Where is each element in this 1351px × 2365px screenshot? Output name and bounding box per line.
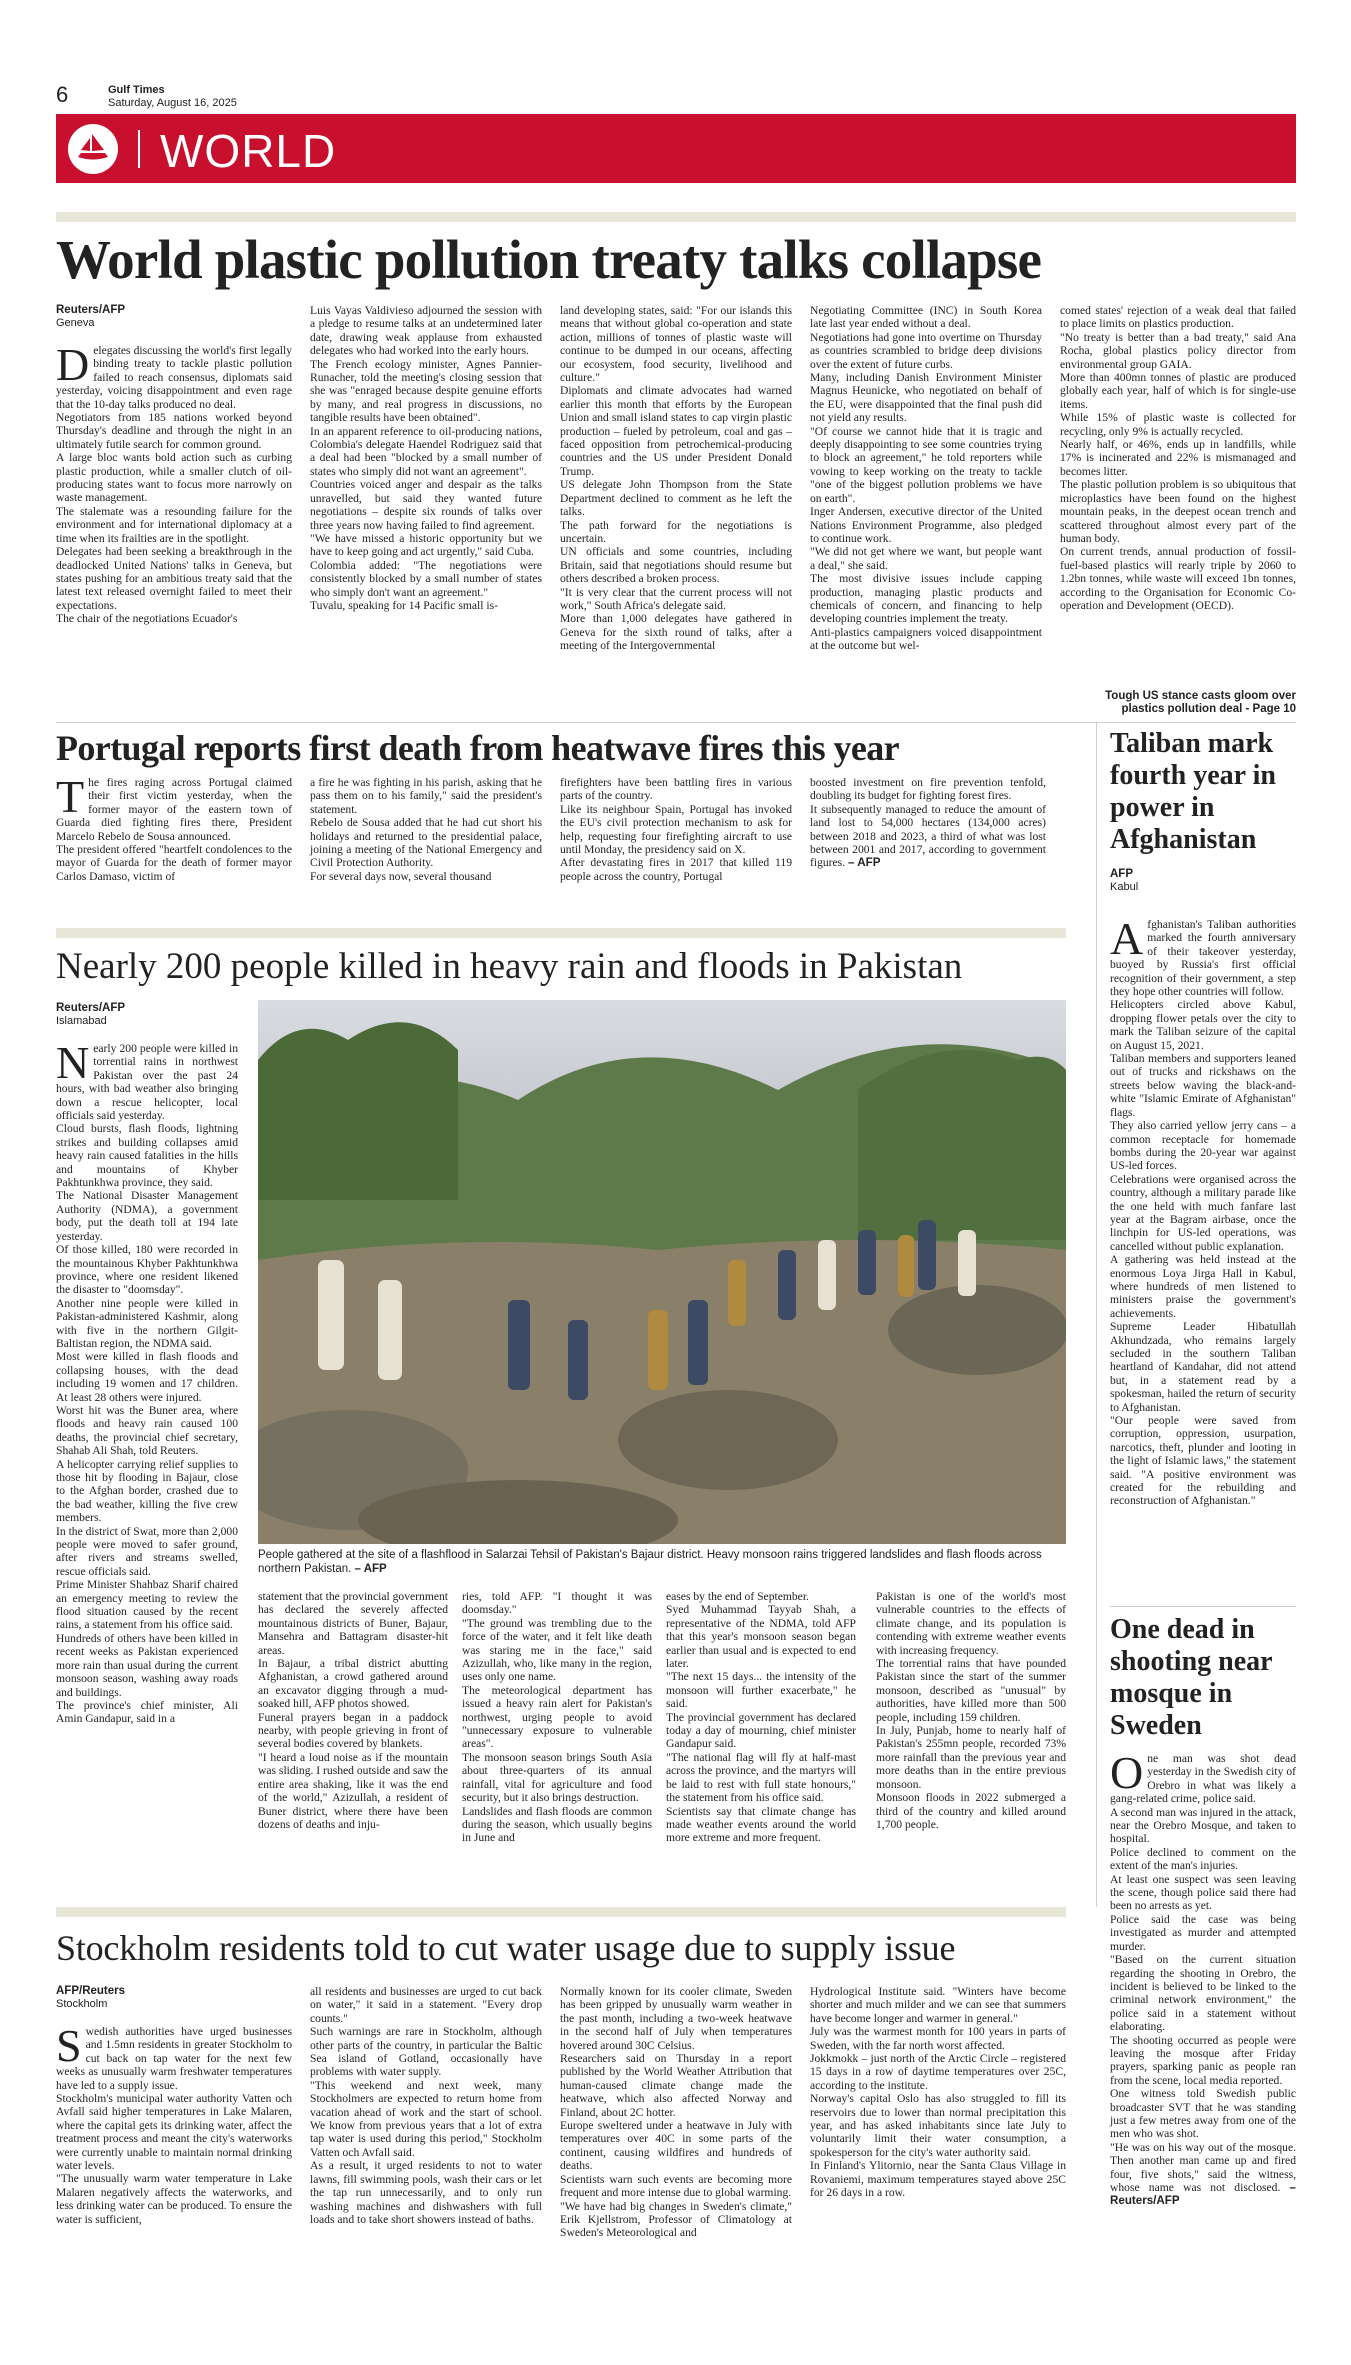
story2-text-3: firefighters have been battling fires in various parts of the country. Like its neighbour Spain, Portugal has invoked the EU's civil protection mechanism to ask for help, requesting four firefighting aircraft to use until Monday, the presidency said on X. After devastating fires in 2017 that killed 119 people across the country, Portugal xyxy=(560,776,792,883)
story3-dateline: Islamabad xyxy=(56,1015,107,1027)
story3-text-3: ries, told AFP. "I thought it was doomsday." "The ground was trembling due to the force of the water, and it felt like death was staring me in the face," said Azizullah, who, like many in the region, uses only one name. The meteorological department has issued a heavy rain alert for Pakistan's northwest, urging people to avoid "unnecessary exposure to vulnerable areas". The monsoon season brings South Asia about three-quarters of its annual rainfall, vital for agriculture and food security, but it also brings destruction. Landslides and flash floods are common during the season, which usually begins in June and xyxy=(462,1590,652,1845)
issue-date: Saturday, August 16, 2025 xyxy=(108,97,237,109)
sidebar1-dateline: Kabul xyxy=(1110,881,1139,893)
story4-byline: AFP/Reuters xyxy=(56,1985,126,1997)
flood-photo xyxy=(258,1000,1066,1544)
story2-text-4: boosted investment on fire prevention tenfold, doubling its budget for fighting forest fires. It subsequently managed to reduce the amount of land lost to 54,000 hectares (134,000 acres) between 2018 and 2023, a third of what was lost between 2001 and 2017, according to government figures. – AFP xyxy=(810,776,1046,870)
sidebar2-headline: One dead in shooting near mosque in Sweden xyxy=(1110,1614,1273,1741)
story1-text-2: Luis Vayas Valdivieso adjourned the session with a pledge to resume talks at an undetermined later date, drawing weak applause from exhausted delegates who had worked into the early hours. The French ecology minister, Agnes Pannier-Runacher, told the meeting's closing session that she was "enraged because despite genuine efforts by many, and real progress in discussions, no tangible results have been obtained". In an apparent reference to oil-producing nations, Colombia's delegate Haendel Rodriguez said that a deal had been "blocked by a small number of states who simply did not want an agreement". Countries voiced anger and despair as the talks unravelled, but said they wanted future negotiations – despite six rounds of talks over three years now having failed to find agreement. "We have missed a historic opportunity but we have to keep going and act urgently," said Cuba. Colombia added: "The negotiations were consistently blocked by a small number of states who simply don't want an agreement." Tuvalu, speaking for 14 Pacific small is- xyxy=(310,304,542,612)
story4-dateline: Stockholm xyxy=(56,1998,108,2010)
story3-col-1 xyxy=(56,1002,238,1726)
section-banner xyxy=(56,114,1296,183)
story4-rule xyxy=(56,1907,1066,1917)
sidebar1-byline: AFP xyxy=(1110,868,1133,880)
photo-caption: People gathered at the site of a flashflood in Salarzai Tehsil of Pakistan's Bajaur district. Heavy monsoon rains triggered landslides and flash floods across northern Pakistan. – AFP xyxy=(258,1549,1042,1575)
story4-text-1: Swedish authorities have urged businesses and 1.5mn residents in greater Stockholm to cut back on tap water for the next few weeks as unusually warm freshwater temperatures have led to a supply issue. Stockholm's municipal water authority Vatten och Avfall said higher temperatures in Lake Malaren, where the capital gets its drinking water, affect the treatment process and meant the city's waterworks were currently unable to maintain normal drinking water levels. "The unusually warm water temperature in Lake Malaren negatively affects the waterworks, and less drinking water can be produced. To ensure the water is sufficient, xyxy=(56,2020,292,2226)
section-rule xyxy=(56,212,1296,222)
story4-text-4: Hydrological Institute said. "Winters have become shorter and much milder and we can see that summers have become longer and warmer in general." July was the warmest month for 100 years in parts of Sweden, with the far north worst affected. Jokkmokk – just north of the Arctic Circle – registered 15 days in a row of daytime temperatures over 25C, according to the institute. Norway's capital Oslo has also struggled to fill its reservoirs due to lower than normal precipitation this year, and has asked inhabitants since late July to voluntarily limit their water consumption, a spokesperson for the city's water authority said. In Finland's Ylitornio, near the Santa Claus Village in Rovaniemi, maximum temperatures stayed above 25C for 26 days in a row. xyxy=(810,1985,1066,2200)
story1-text-5: comed states' rejection of a weak deal that failed to place limits on plastics production. "No treaty is better than a bad treaty," said Ana Rocha, global plastics policy director from environmental group GAIA. More than 400mn tonnes of plastic are produced globally each year, half of which is for single-use items. While 15% of plastic waste is collected for recycling, only 9% is actually recycled. Nearly half, or 46%, ends up in landfills, while 17% is incinerated and 22% is mismanaged and becomes litter. The plastic pollution problem is so ubiquitous that microplastics have been found on the highest mountain peaks, in the deepest ocean trench and scattered throughout almost every part of the human body. On current trends, annual production of fossil-fuel-based plastics will rearly triple by 2060 to 1.2bn tonnes, while waste will exceed 1bn tonnes, according to the Organisation for Economic Co-operation and Development (OECD). xyxy=(1060,304,1296,612)
story3-text-5: Pakistan is one of the world's most vulnerable countries to the effects of climate change, and its population is contending with extreme weather events with increasing frequency. The torrential rains that have pounded Pakistan since the start of the summer monsoon, described as "unusual" by authorities, have killed more than 500 people, including 159 children. In July, Punjab, home to nearly half of Pakistan's 255mn people, recorded 73% more rainfall than the previous year and more deaths than in the entire previous monsoon. Monsoon floods in 2022 submerged a third of the country and killed around 1,700 people. xyxy=(876,1590,1066,1831)
story2-text-1: The fires raging across Portugal claimed their first victim yesterday, when the former mayor of the eastern town of Guarda died fighting fires there, President Marcelo Rebelo de Sousa announced. The president offered "heartfelt condolences to the mayor of Guarda for the death of former mayor Carlos Damaso, victim of xyxy=(56,771,292,883)
story1-col-1 xyxy=(56,304,292,626)
sidebar2-text: One man was shot dead yesterday in the Swedish city of Orebro in what was likely a gang-related crime, police said. A second man was injured in the attack, near the Orebro Mosque, and taken to hospital. Police declined to comment on the extent of the man's injuries. At least one suspect was seen leaving the scene, though police said there had been no arrests as yet. Police said the case was being investigated as murder and attempted murder. "Based on the current situation regarding the shooting in Orebro, the incident is believed to be linked to the criminal network environment," the police said in a statement without elaborating. The shooting occurred as people were leaving the mosque after Friday prayers, sparking panic as people ran from the scene, local media reported. One witness told Swedish public broadcaster SVT that he was standing just a few metres away from one of the men who was shot. "He was on his way out of the mosque. Then another man came up and fired four, five shots," said the witness, whose name was not disclosed. – Reuters/AFP xyxy=(1110,1747,1296,2208)
story4-col-1 xyxy=(56,1985,292,2226)
divider xyxy=(56,722,1296,723)
sidebar1-meta xyxy=(1110,868,1296,908)
story1-text-1: Delegates discussing the world's first legally binding treaty to tackle plastic pollution failed to reach consensus, diplomats said yesterday, voicing disappointment and even rage that the 10-day talks produced no deal. Negotiators from 185 nations worked beyond Thursday's deadline and through the night in an ultimately futile search for common ground. A large bloc wants bold action such as curbing plastic production, while a smaller clutch of oil-producing states want to focus more narrowly on waste management. The stalemate was a resounding failure for the environment and for international diplomacy at a time when its frailties are in the spotlight. Delegates had been seeking a breakthrough in the deadlocked United Nations' talks in Geneva, but states pushing for an ambitious treaty said that the latest text released overnight failed to meet their expectations. The chair of the negotiations Ecuador's xyxy=(56,339,292,626)
story1-text-3: land developing states, said: "For our islands this means that without global co-operation and state action, millions of tonnes of plastic waste will continue to be dumped in our oceans, affecting our ecosystem, food security, livelihood and culture." Diplomats and climate advocates had warned earlier this month that efforts by the European Union and small island states to cap virgin plastic production – fueled by petroleum, coal and gas – faced opposition from petrochemical-producing countries and the US under President Donald Trump. US delegate John Thompson from the State Department declined to comment as he left the talks. The path forward for the negotiations is uncertain. UN officials and some countries, including Britain, said that negotiations should resume but others described a broken process. "It is very clear that the current process will not work," South Africa's delegate said. More than 1,000 delegates have gathered in Geneva for the sixth round of talks, after a meeting of the Intergovernmental xyxy=(560,304,792,653)
story3-byline: Reuters/AFP xyxy=(56,1002,126,1014)
story1-page-teaser[interactable]: Tough US stance casts gloom over plastics pollution deal - Page 10 xyxy=(1105,690,1296,715)
sidebar1-headline: Taliban mark fourth year in power in Afghanistan xyxy=(1110,728,1276,855)
story4-text-3: Normally known for its cooler climate, Sweden has been gripped by unusually warm weather in the past month, including a two-week heatwave in the second half of July when temperatures hovered around 30C Celsius. Researchers said on Thursday in a report published by the World Weather Attribution that human-caused climate change made the heatwave, which also affected Norway and Finland, about 2C hotter. Europe sweltered under a heatwave in July with temperatures over 40C in some parts of the continent, causing wildfires and hundreds of deaths. Scientists warn such events are becoming more frequent and more intense due to global warming. "We have had big changes in Sweden's climate," Erik Kjellstrom, Professor of Climatology at Sweden's Meteorological and xyxy=(560,1985,792,2240)
story3-text-4: eases by the end of September. Syed Muhammad Tayyab Shah, a representative of the NDMA, told AFP that this year's monsoon season began earlier than usual and is expected to end later. "The next 15 days... the intensity of the monsoon will further exacerbate," he said. The provincial government has declared today a day of mourning, chief minister Gandapur said. "The national flag will fly at half-mast across the province, and the martyrs will be laid to rest with full state honours," the statement from his office said. Scientists say that climate change has made weather events around the world more extreme and more frequent. xyxy=(666,1590,856,1845)
story1-dateline: Geneva xyxy=(56,317,95,329)
story4-text-2: all residents and businesses are urged to cut back on water," it said in a statement. "Every drop counts." Such warnings are rare in Stockholm, although other parts of the country, in particular the Baltic Sea island of Gotland, occasionally have problems with water supply. "This weekend and next week, many Stockholmers are expected to return home from vacation ahead of work and the start of school. We know from previous years that a lot of extra tap water is used during this period," Stockholm Vatten och Avfall said. As a result, it urged residents to not to water lawns, fill swimming pools, wash their cars or let the tap run unnecessarily, and to only run washing machines and dishwashers with full loads and to take short showers instead of baths. xyxy=(310,1985,542,2226)
story3-text-1: Nearly 200 people were killed in torrential rains in northwest Pakistan over the past 24 hours, with bad weather also bringing down a rescue helicopter, local officials said yesterday. Cloud bursts, flash floods, lightning strikes and building collapses amid heavy rain caused fatalities in the hills and mountains of Khyber Pakhtunkhwa province, they said. The National Disaster Management Authority (NDMA), a government body, put the death toll at 194 late yesterday. Of those killed, 180 were recorded in the mountainous Khyber Pakhtunkhwa province, where one resident likened the disaster to "doomsday". Another nine people were killed in Pakistan-administered Kashmir, along with five in the northern Gilgit-Baltistan region, the NDMA said. Most were killed in flash floods and collapsing houses, with the dead including 19 women and 17 children. At least 28 others were injured. Worst hit was the Buner area, where floods and heavy rain caused 100 deaths, the provincial chief secretary, Shahab Ali Shah, told Reuters. A helicopter carrying relief supplies to those hit by flooding in Bajaur, close to the Afghan border, crashed due to the bad weather, killing the five crew members. In the district of Swat, more than 2,000 people were moved to safer ground, after rivers and streams swelled, rescue officials said. Prime Minister Shahbaz Sharif chaired an emergency meeting to review the flood situation caused by the recent rains, a statement from his office said. Hundreds of others have been killed in recent weeks as Pakistan experienced more rain than usual during the current monsoon season, washing away roads and buildings. The province's chief minister, Ali Amin Gandapur, said in a xyxy=(56,1037,238,1726)
page-number: 6 xyxy=(56,82,69,107)
story2-credit: – AFP xyxy=(848,856,881,870)
flood-scene-illustration xyxy=(258,1000,1066,1544)
dhow-boat-icon xyxy=(68,124,118,174)
gulf-times-logo xyxy=(68,124,118,174)
story3-headline: Nearly 200 people killed in heavy rain and floods in Pakistan xyxy=(56,946,963,987)
banner-divider xyxy=(138,130,140,168)
dropcap: D xyxy=(56,339,90,390)
sidebar-rule xyxy=(1096,722,1097,1907)
sidebar1-text: Afghanistan's Taliban authorities marked the fourth anniversary of their takeover yesterday, buoyed by Russia's first official recognition of their government, a step they hope other countries will follow. Helicopters circled above Kabul, dropping flower petals over the city to mark the Taliban seizure of the capital on August 15, 2021. Taliban members and supporters leaned out of trucks and rickshaws on the streets below waving the black-and-white "Islamic Emirate of Afghanistan" flags. They also carried yellow jerry cans – a common receptacle for homemade bombs during the 20-year war against US-led forces. Celebrations were organised across the country, although a military parade like the one held with much fanfare last year at the Bagram airbase, once the linchpin for US-led operations, was cancelled without public explanation. A gathering was held instead at the enormous Loya Jirga Hall in Kabul, where hundreds of men listened to ministers praise the government's achievements. Supreme Leader Hibatullah Akhundzada, who remains largely secluded in the southern Taliban heartland of Kandahar, did not attend but, in a statement read by a spokesman, hailed the return of security to Afghanistan. "Our people were saved from corruption, oppression, usurpation, narcotics, theft, plunder and looting in the light of Islamic laws," the statement said. "A positive environment was created for the rebuilding and reconstruction of Afghanistan." xyxy=(1110,913,1296,1508)
story1-byline: Reuters/AFP xyxy=(56,304,126,316)
story3-rule xyxy=(56,928,1066,938)
story3-text-2: statement that the provincial government has declared the severely affected mountainous districts of Buner, Bajaur, Mansehra and Battagram disaster-hit areas. In Bajaur, a tribal district abutting Afghanistan, a crowd gathered around an excavator digging through a mud-soaked hill, AFP photos showed. Funeral prayers began in a paddock nearby, with people grieving in front of several bodies covered by blankets. "I heard a loud noise as if the mountain was sliding. I rushed outside and saw the entire area shaking, like it was the end of the world," Azizullah, a resident of Buner district, where there have been dozens of deaths and inju- xyxy=(258,1590,448,1831)
story1-text-4: Negotiating Committee (INC) in South Korea late last year ended without a deal. Negotiations had gone into overtime on Thursday as countries scrambled to bridge deep divisions over the extent of future curbs. Many, including Danish Environment Minister Magnus Heunicke, who negotiated on behalf of the EU, were disappointed that the final push did not yield any results. "Of course we cannot hide that it is tragic and deeply disappointing to see some countries trying to block an agreement," he told reporters while vowing to keep working on the treaty to tackle "one of the biggest pollution problems we have on earth". Inger Andersen, executive director of the United Nations Environment Programme, also pledged to continue work. "We did not get where we want, but people want a deal," she said. The most divisive issues include capping production, managing plastic products and chemicals of concern, and financing to help developing countries implement the treaty. Anti-plastics campaigners voiced disappointment at the outcome but wel- xyxy=(810,304,1042,653)
story2-headline: Portugal reports first death from heatwave fires this year xyxy=(56,728,900,768)
section-title: WORLD xyxy=(160,125,337,177)
sidebar2-credit: – Reuters/AFP xyxy=(1110,2181,1296,2208)
caption-credit: – AFP xyxy=(354,1563,387,1575)
paper-name: Gulf Times xyxy=(108,84,165,96)
story1-headline: World plastic pollution treaty talks collapse xyxy=(56,229,1042,290)
sidebar-divider xyxy=(1110,1606,1296,1607)
story4-headline: Stockholm residents told to cut water usage due to supply issue xyxy=(56,1928,956,1968)
story2-text-2: a fire he was fighting in his parish, asking that he pass them on to his family," said the president's statement. Rebelo de Sousa added that he had cut short his holidays and returned to the presidential palace, joining a meeting of the National Emergency and Civil Protection Authority. For several days now, several thousand xyxy=(310,776,542,883)
